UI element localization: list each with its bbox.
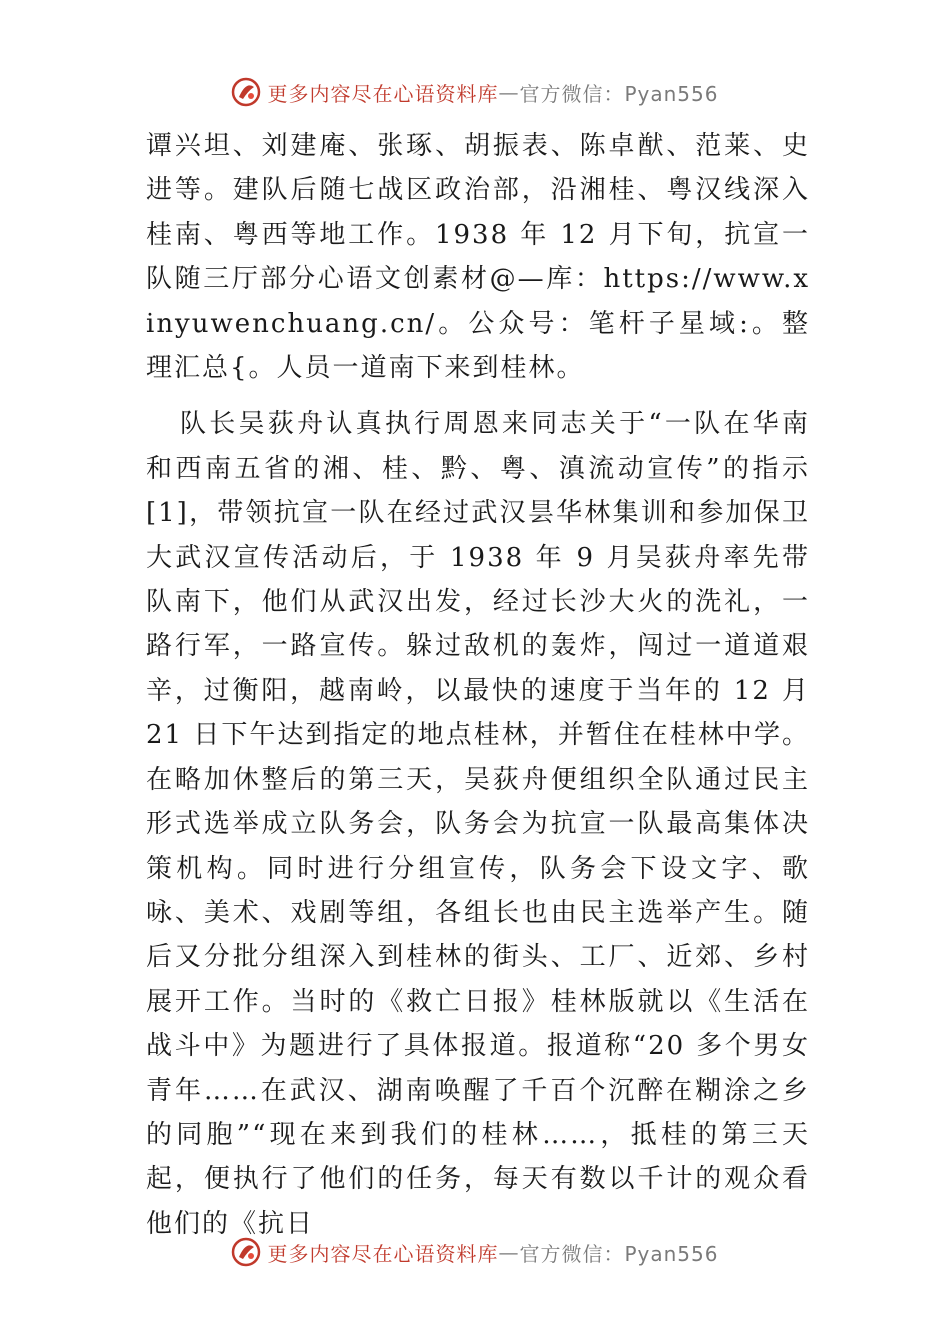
- header-contact: 官方微信：Pyan556: [519, 81, 719, 106]
- library-logo-icon: [231, 1237, 261, 1267]
- footer-watermark: [0, 1230, 950, 1274]
- footer-contact: 官方微信：Pyan556: [519, 1241, 719, 1266]
- footer-separator: —: [498, 1240, 520, 1264]
- header-site-name: 更多内容尽在心语资料库: [267, 81, 499, 106]
- document-body: [146, 124, 810, 1246]
- footer-site-name: 更多内容尽在心语资料库: [267, 1241, 499, 1266]
- library-logo-icon: [231, 77, 261, 107]
- paragraph-2: 队长吴荻舟认真执行周恩来同志关于“一队在华南和西南五省的湘、桂、黔、粤、滇流动宣传”的指示[1]，带领抗宣一队在经过武汉昙华林集训和参加保卫大武汉宣传活动后，于 1938 年 9 月吴荻舟率先带队南下，他们从武汉出发，经过长沙大火的洗礼，一路行军，一路宣传。躲过敌机的轰炸，闯过一道道艰辛，过衡阳，越南岭，以最快的速度于当年的 12 月 21 日下午达到指定的地点桂林，并暂住在桂林中学。在略加休整后的第三天，吴荻舟便组织全队通过民主形式选举成立队务会，队务会为抗宣一队最高集体决策机构。同时进行分组宣传，队务会下设文字、歌咏、美术、戏剧等组，各组长也由民主选举产生。随后又分批分组深入到桂林的街头、工厂、近郊、乡村展开工作。当时的《救亡日报》桂林版就以《生活在战斗中》为题进行了具体报道。报道称“20 多个男女青年……在武汉、湖南唤醒了千百个沉醉在糊涂之乡的同胞”“现在来到我们的桂林……，抵桂的第三天起，便执行了他们的任务，每天有数以千计的观众看他们的《抗日: [146, 409, 810, 1239]
- header-separator: —: [498, 80, 520, 104]
- paragraph-1: 谭兴坦、刘建庵、张琢、胡振表、陈卓猷、范莱、史进等。建队后随七战区政治部，沿湘桂、粤汉线深入桂南、粤西等地工作。1938 年 12 月下旬，抗宣一队随三厅部分心语文创素材@—库：https://www.xinyuwenchuang.cn/。公众号：笔杆子星域:。整理汇总{。人员一道南下来到桂林。: [146, 131, 810, 384]
- header-watermark: [0, 70, 950, 114]
